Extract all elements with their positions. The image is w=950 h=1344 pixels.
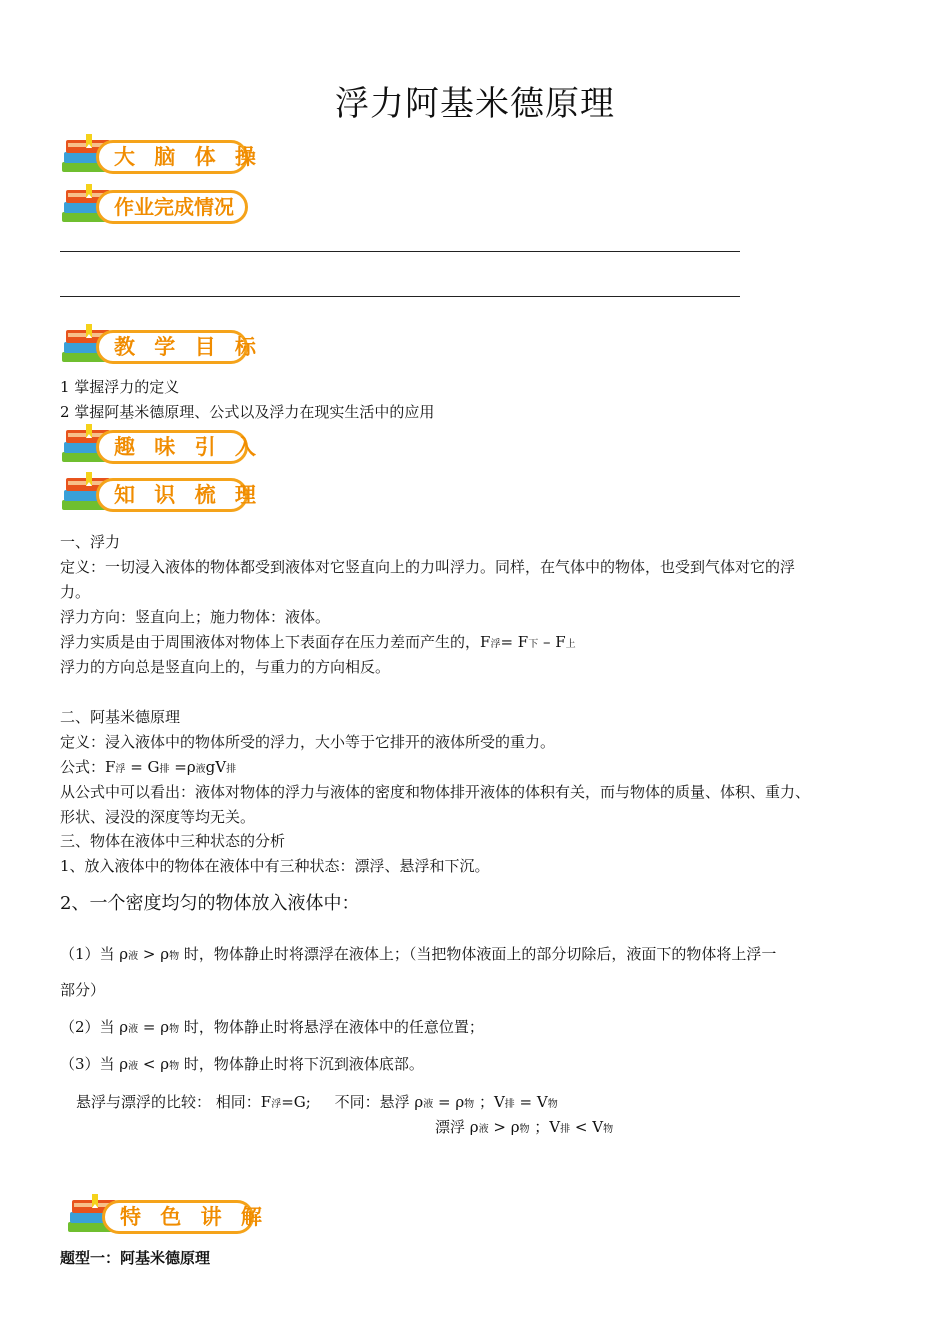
paragraph: 定义：浸入液体中的物体所受的浮力，大小等于它排开的液体所受的重力。 [60,733,556,751]
paragraph: 浮力方向：竖直向上；施力物体：液体。 [60,608,331,626]
formula: 公式：F浮 = G排 =ρ液gV排 [60,758,237,776]
formula: F浮= F下 – F上 [480,633,576,651]
banner-teaching-goals [58,320,262,372]
paragraph: 2、一个密度均匀的物体放入液体中： [60,893,360,914]
text: 浮力实质是由于周围液体对物体上下表面存在压力差而产生的， [60,633,481,651]
paragraph [60,630,576,657]
paragraph: 1、放入液体中的物体在液体中有三种状态：漂浮、悬浮和下沉。 [60,857,490,875]
paragraph: 定义：一切浸入液体的物体都受到液体对它竖直向上的力叫浮力。同样，在气体中的物体，也受到气体对它的浮 [60,558,796,576]
case-suspended: （2）当 ρ液 = ρ物 时，物体静止时将悬浮在液体中的任意位置； [60,1018,484,1036]
banner-label: 知 识 梳 理 [114,483,262,507]
paragraph: 形状、浸没的深度等均无关。 [60,808,256,826]
banner-knowledge-review [58,468,262,520]
answer-line [60,251,740,252]
section-heading: 三、物体在液体中三种状态的分析 [60,832,286,850]
banner-label: 趣 味 引 入 [114,435,262,459]
paragraph: 浮力的方向总是竖直向上的，与重力的方向相反。 [60,658,391,676]
paragraph: 从公式中可以看出：液体对物体的浮力与液体的密度和物体排开液体的体积有关，而与物体的质量、体积、重力、 [60,783,811,801]
section-heading: 一、浮力 [60,533,121,551]
banner-special-explanation [64,1190,268,1242]
goal-item: 2 掌握阿基米德原理、公式以及浮力在现实生活中的应用 [60,403,435,421]
comparison-line: 悬浮与漂浮的比较： 相同：F浮=G; 不同：悬浮 ρ液 = ρ物 ；V排 = V物 [76,1093,558,1111]
case-sinking: （3）当 ρ液 < ρ物 时，物体静止时将下沉到液体底部。 [60,1055,424,1073]
banner-homework [58,180,254,232]
answer-line [60,296,740,297]
question-type-heading: 题型一：阿基米德原理 [60,1249,211,1267]
page-title: 浮力阿基米德原理 [335,84,615,124]
goal-item: 1 掌握浮力的定义 [60,378,180,396]
paragraph: 部分） [60,981,106,999]
banner-brain-exercise [58,130,262,182]
section-heading: 二、阿基米德原理 [60,708,181,726]
banner-label: 教 学 目 标 [114,335,262,359]
comparison-line: 漂浮 ρ液 > ρ物 ；V排 < V物 [435,1118,614,1136]
paragraph: 力。 [60,583,91,601]
case-floating: （1）当 ρ液 > ρ物 时，物体静止时将漂浮在液体上；（当把物体液面上的部分切除后，液面下的物体将上浮一 [60,945,777,963]
banner-label: 作业完成情况 [114,195,234,219]
banner-label: 大 脑 体 操 [114,145,262,169]
banner-label: 特 色 讲 解 [120,1205,268,1229]
banner-fun-intro [58,420,262,472]
